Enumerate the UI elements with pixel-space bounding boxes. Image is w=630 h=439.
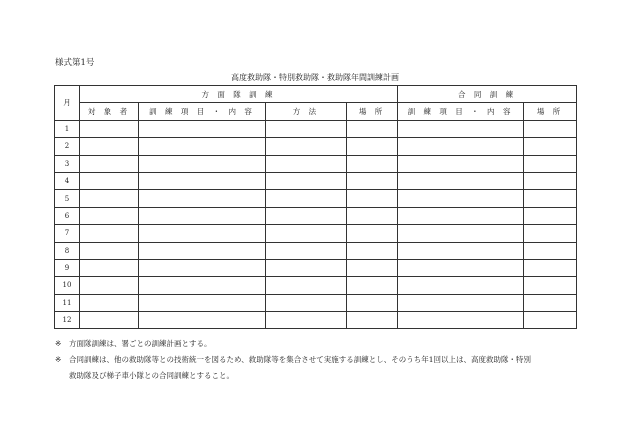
joint-place-cell [524, 277, 577, 294]
joint-training-items-cell [398, 120, 524, 137]
place-cell [347, 155, 398, 172]
month-cell: 5 [55, 190, 80, 207]
method-cell [266, 294, 347, 311]
training-plan-table [54, 85, 577, 329]
month-cell: 1 [55, 120, 80, 137]
document-title: 高度救助隊・特別救助隊・救助隊年間訓練計画 [231, 73, 399, 82]
month-cell: 12 [55, 312, 80, 329]
month-cell: 6 [55, 207, 80, 224]
method-cell [266, 225, 347, 242]
joint-training-items-cell [398, 172, 524, 189]
header-row-groups [55, 86, 577, 103]
joint-place-cell [524, 294, 577, 311]
note-2-text-line1: 合同訓練は、他の救助隊等との技術統一を図るため、救助隊等を集合させて実施する訓練とし、そのうち年1回以上は、高度救助隊・特別 [69, 355, 531, 364]
target-cell [80, 312, 139, 329]
method-cell [266, 155, 347, 172]
method-cell [266, 277, 347, 294]
joint-training-items-cell [398, 138, 524, 155]
training-items-cell [139, 312, 266, 329]
month-header: 月 [55, 86, 80, 121]
method-cell [266, 207, 347, 224]
joint-training-items-cell [398, 207, 524, 224]
method-cell [266, 312, 347, 329]
method-cell [266, 242, 347, 259]
target-cell [80, 172, 139, 189]
method-cell [266, 138, 347, 155]
place-cell [347, 120, 398, 137]
training-items-cell [139, 190, 266, 207]
table-row [55, 155, 577, 172]
place-cell [347, 242, 398, 259]
target-cell [80, 225, 139, 242]
table-row [55, 120, 577, 137]
joint-training-items-cell [398, 155, 524, 172]
note-mark: ※ [55, 355, 62, 364]
place-cell [347, 172, 398, 189]
training-items-cell [139, 294, 266, 311]
month-cell: 11 [55, 294, 80, 311]
joint-place-cell [524, 312, 577, 329]
joint-place-cell [524, 242, 577, 259]
note-1 [55, 336, 585, 352]
target-cell [80, 120, 139, 137]
target-cell [80, 155, 139, 172]
target-cell [80, 277, 139, 294]
target-cell [80, 294, 139, 311]
target-header: 対 象 者 [80, 103, 139, 120]
training-items-cell [139, 225, 266, 242]
table-row [55, 277, 577, 294]
target-cell [80, 259, 139, 276]
place-cell [347, 312, 398, 329]
target-cell [80, 242, 139, 259]
joint-training-items-cell [398, 225, 524, 242]
training-items-cell [139, 155, 266, 172]
joint-place-cell [524, 138, 577, 155]
joint-place-cell [524, 190, 577, 207]
table-row [55, 138, 577, 155]
training-items-header: 訓 練 項 目 ・ 内 容 [139, 103, 266, 120]
table-row [55, 190, 577, 207]
method-cell [266, 259, 347, 276]
place-cell [347, 207, 398, 224]
method-cell [266, 172, 347, 189]
training-items-cell [139, 138, 266, 155]
place-header: 場 所 [347, 103, 398, 120]
joint-place-cell [524, 259, 577, 276]
target-cell [80, 190, 139, 207]
training-items-cell [139, 259, 266, 276]
note-2-continuation: 救助隊及び梯子車小隊との合同訓練とすること。 [69, 371, 234, 380]
table-row [55, 294, 577, 311]
target-cell [80, 207, 139, 224]
note-1-text: 方面隊訓練は、署ごとの訓練計画とする。 [69, 339, 212, 348]
joint-place-header: 場 所 [524, 103, 577, 120]
table-row [55, 172, 577, 189]
joint-training-items-cell [398, 277, 524, 294]
month-cell: 9 [55, 259, 80, 276]
table-row [55, 259, 577, 276]
training-items-cell [139, 207, 266, 224]
joint-place-cell [524, 225, 577, 242]
joint-place-cell [524, 155, 577, 172]
method-cell [266, 190, 347, 207]
joint-place-cell [524, 172, 577, 189]
place-cell [347, 225, 398, 242]
place-cell [347, 259, 398, 276]
training-items-cell [139, 242, 266, 259]
training-items-cell [139, 172, 266, 189]
target-cell [80, 138, 139, 155]
table-body [55, 120, 577, 329]
month-cell: 2 [55, 138, 80, 155]
joint-training-header: 合 同 訓 練 [398, 86, 577, 103]
table-row [55, 207, 577, 224]
direction-training-header: 方 面 隊 訓 練 [80, 86, 398, 103]
month-cell: 4 [55, 172, 80, 189]
joint-training-items-header: 訓 練 項 目 ・ 内 容 [398, 103, 524, 120]
joint-training-items-cell [398, 190, 524, 207]
month-cell: 7 [55, 225, 80, 242]
place-cell [347, 190, 398, 207]
note-2 [55, 352, 585, 368]
form-number: 様式第1号 [55, 58, 95, 68]
month-cell: 10 [55, 277, 80, 294]
month-cell: 3 [55, 155, 80, 172]
joint-place-cell [524, 207, 577, 224]
joint-training-items-cell [398, 242, 524, 259]
method-cell [266, 120, 347, 137]
joint-training-items-cell [398, 294, 524, 311]
note-mark: ※ [55, 339, 62, 348]
table-row [55, 312, 577, 329]
joint-place-cell [524, 120, 577, 137]
training-items-cell [139, 277, 266, 294]
method-header: 方 法 [266, 103, 347, 120]
joint-training-items-cell [398, 259, 524, 276]
notes [55, 336, 585, 384]
header-row-columns [55, 103, 577, 120]
table-row [55, 225, 577, 242]
place-cell [347, 138, 398, 155]
place-cell [347, 294, 398, 311]
joint-training-items-cell [398, 312, 524, 329]
training-items-cell [139, 120, 266, 137]
place-cell [347, 277, 398, 294]
month-cell: 8 [55, 242, 80, 259]
table-row [55, 242, 577, 259]
